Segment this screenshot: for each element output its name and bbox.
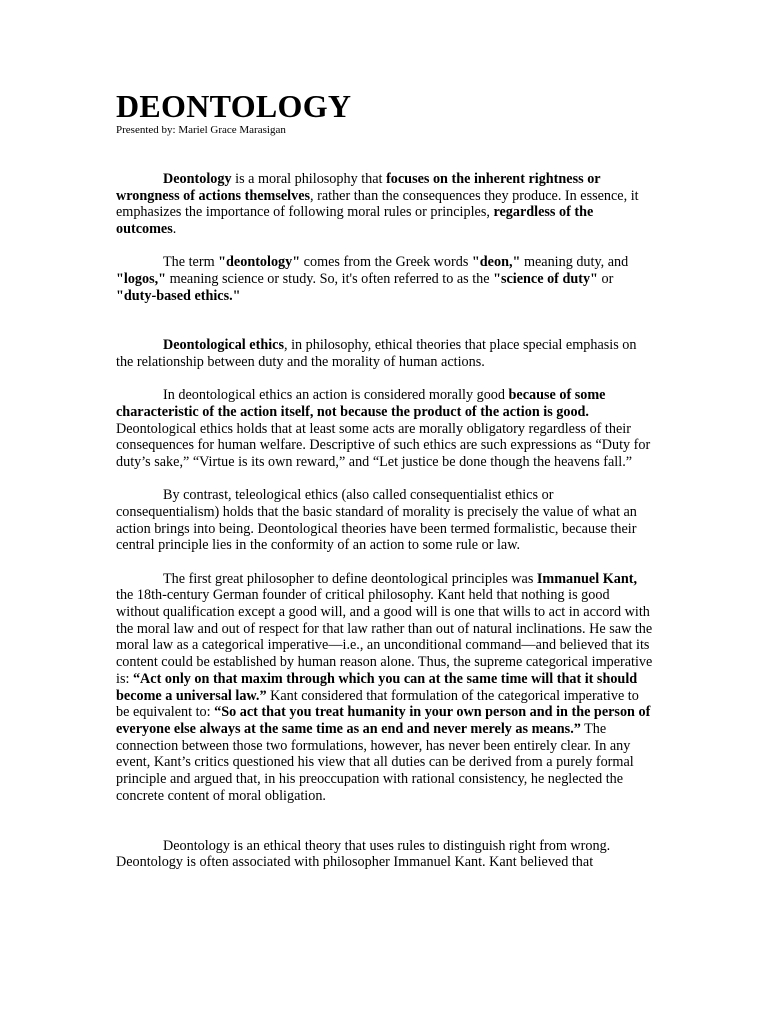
paragraph-kant <box>116 571 654 805</box>
paragraph-etymology <box>116 254 654 304</box>
bold-text-run: Deontological ethics <box>163 337 284 354</box>
bold-text-run: focuses on the inherent rightness or wrongness of actions themselves <box>116 171 601 204</box>
text-run: In deontological ethics an action is considered morally good <box>163 387 509 404</box>
text-run: . <box>172 221 177 238</box>
text-run: The first great philosopher to define deontological principles was <box>163 570 537 587</box>
bold-text-run: regardless of the outcomes <box>116 204 594 238</box>
text-run: meaning duty, and <box>520 254 629 271</box>
bold-text-run: "science of duty" <box>493 271 598 288</box>
text-run: Deontological ethics holds that at least some acts are morally obligatory regardless of their consequences for human welfare. Descriptive of such ethics are such expressions as “Duty for duty’s sake,” “Virtue is its own reward,” and “Let justice be done though the heavens fall.” <box>116 420 651 471</box>
document-body <box>116 171 654 871</box>
text-run: the 18th-century German founder of critical philosophy. Kant held that nothing is good without qualification except a good will, and a good will is one that wills to act in accord with the moral law and out of respect for that law rather than out of natural inclinations. He saw the moral law as a categorical imperative—i.e., an unconditional command—and believed that its content could be established by human reason alone. Thus, the supreme categorical imperative is: <box>116 587 653 687</box>
text-run: comes from the Greek words <box>300 254 472 271</box>
paragraph-deontological-ethics <box>116 337 654 370</box>
bold-text-run: "deontology" <box>218 254 301 271</box>
text-run: meaning science or study. So, it's often referred to as the <box>166 271 494 288</box>
text-run: Deontology is an ethical theory that uses rules to distinguish right from wrong. Deontology is often associated with philosopher Immanuel Kant. Kant believed that <box>116 837 611 871</box>
text-run: , rather than the consequences they produce. In essence, it emphasizes the importance of following moral rules or principles, <box>116 187 639 221</box>
paragraph-rules-theory <box>116 838 654 871</box>
bold-text-run: Deontology <box>163 171 232 187</box>
presenter-line: Presented by: Mariel Grace Marasigan <box>116 124 286 136</box>
text-run: is a moral philosophy that <box>231 171 387 187</box>
bold-text-run: "duty-based ethics." <box>116 287 241 304</box>
bold-text-run: “Act only on that maxim through which you can at the same time will that it should become a universal law.” <box>116 670 638 704</box>
bold-text-run: "deon," <box>471 254 521 271</box>
bold-text-run: "logos," <box>116 271 167 288</box>
text-run: , in philosophy, ethical theories that place special emphasis on the relationship between duty and the morality of human actions. <box>116 337 637 371</box>
text-run: By contrast, teleological ethics (also called consequentialist ethics or consequentialism) holds that the basic standard of morality is precisely the value of what an action brings into being. Deontological theories have been termed formalistic, because their central principle lies in the conformity of an action to some rule or law. <box>116 487 637 554</box>
paragraph-teleological-contrast <box>116 487 654 554</box>
text-run: The term <box>163 254 219 271</box>
bold-text-run: “So act that you treat humanity in your own person and in the person of everyone else always at the same time as an end and never merely as means.” <box>116 704 651 737</box>
bold-text-run: because of some characteristic of the action itself, not because the product of the action is good. <box>116 387 606 421</box>
text-run: or <box>597 271 614 288</box>
text-run: The connection between those two formulations, however, has never been entirely clear. In any event, Kant’s critics questioned his view that all duties can be derived from a purely formal principle and argued that, in his preoccupation with rational consistency, he neglected the concrete content of moral obligation. <box>116 720 634 804</box>
text-run: Kant considered that formulation of the categorical imperative to be equivalent to: <box>116 687 639 721</box>
paragraph-definition <box>116 171 654 238</box>
paragraph-moral-good <box>116 387 654 471</box>
bold-text-run: Immanuel Kant, <box>536 570 637 587</box>
document-title: DEONTOLOGY <box>116 88 352 124</box>
